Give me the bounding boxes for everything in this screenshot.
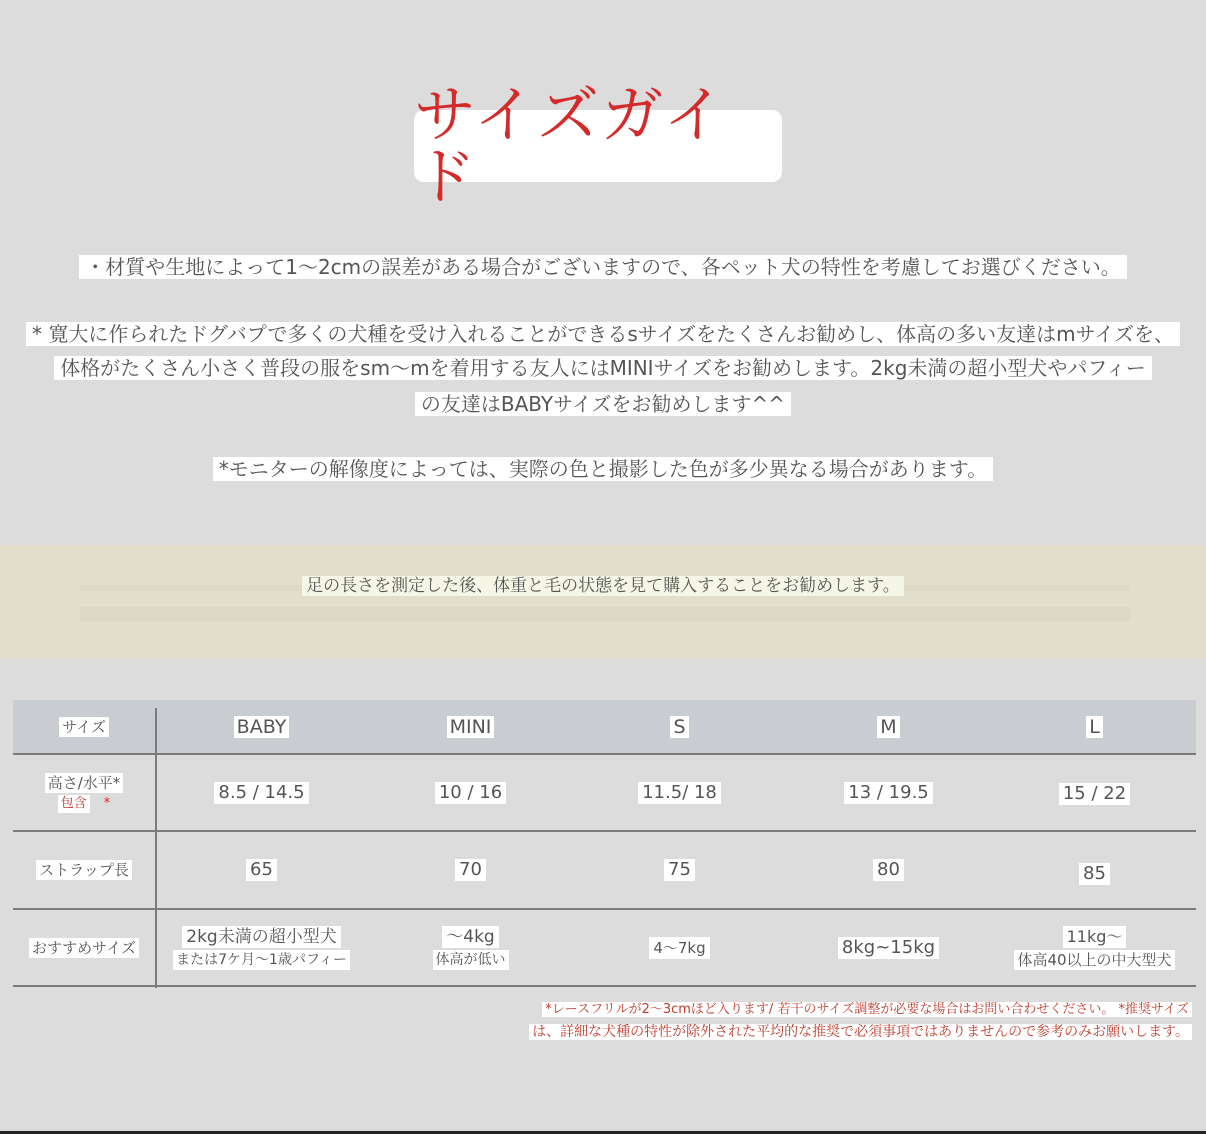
footnote-line-2: は、詳細な犬種の特性が除外された平均的な推奨で必須事項ではありませんので参考のみお願いします。	[529, 1022, 1192, 1042]
table-cell: 〜4kg 体高が低い	[366, 910, 575, 985]
table-cell: 13 / 19.5	[784, 755, 993, 830]
table-divider	[13, 985, 1196, 987]
table-cell: 8.5 / 14.5	[157, 755, 366, 830]
row-label-recommended: おすすめサイズ	[13, 910, 155, 985]
table-cell: 4〜7kg	[575, 910, 784, 985]
row-label-height: 高さ/水平* 包含 *	[13, 755, 155, 830]
size-header-mini: MINI	[366, 700, 575, 753]
table-cell: 85	[993, 832, 1196, 916]
table-corner-cell: サイズ	[13, 700, 155, 753]
table-cell: 11.5/ 18	[575, 755, 784, 830]
page-title-box	[414, 78, 782, 213]
advice-text: 足の長さを測定した後、体重と毛の状態を見て購入することをお勧めします。	[0, 573, 1206, 599]
size-header-m: M	[784, 700, 993, 753]
table-cell: 8kg~15kg	[784, 910, 993, 985]
page-title: サイズガイド	[414, 78, 728, 213]
note-line-4: の友達はBABYサイズをお勧めします^^	[0, 390, 1206, 418]
table-cell: 70	[366, 832, 575, 908]
height-sublabel-wrap: 包含 *	[58, 795, 111, 813]
table-cell: 15 / 22	[993, 755, 1196, 833]
table-cell: 75	[575, 832, 784, 908]
note-line-2: * 寛大に作られたドグバプで多くの犬種を受け入れることができるsサイズをたくさんお勧めし、体高の多い友達はmサイズを、	[0, 320, 1206, 348]
size-header-baby: BABY	[157, 700, 366, 753]
band-decoration-2	[80, 607, 1130, 621]
table-cell: 11kg〜 体高40以上の中大型犬	[993, 910, 1196, 985]
note-line-1: ・材質や生地によって1〜2cmの誤差がある場合がございますので、各ペット犬の特性を考慮してお選びください。	[0, 253, 1206, 281]
row-label-strap: ストラップ長	[13, 832, 155, 908]
note-line-5: *モニターの解像度によっては、実際の色と撮影した色が多少異なる場合があります。	[0, 455, 1206, 483]
advice-band	[0, 545, 1206, 659]
size-header-s: S	[575, 700, 784, 753]
table-cell: 65	[157, 832, 366, 908]
table-cell: 80	[784, 832, 993, 908]
note-line-3: 体格がたくさん小さく普段の服をsm〜mを着用する友人にはMINIサイズをお勧めします。2kg未満の超小型犬やパフィー	[0, 354, 1206, 382]
footnote-line-1: *レースフリルが2〜3cmほど入ります/ 若干のサイズ調整が必要な場合はお問い合わせください。 *推奨サイズ	[542, 1000, 1192, 1020]
table-cell: 2kg未満の超小型犬 または7ケ月〜1歳パフィー	[157, 910, 366, 985]
size-header-l: L	[993, 700, 1196, 753]
table-cell: 10 / 16	[366, 755, 575, 830]
asterisk-mark: *	[103, 796, 111, 811]
